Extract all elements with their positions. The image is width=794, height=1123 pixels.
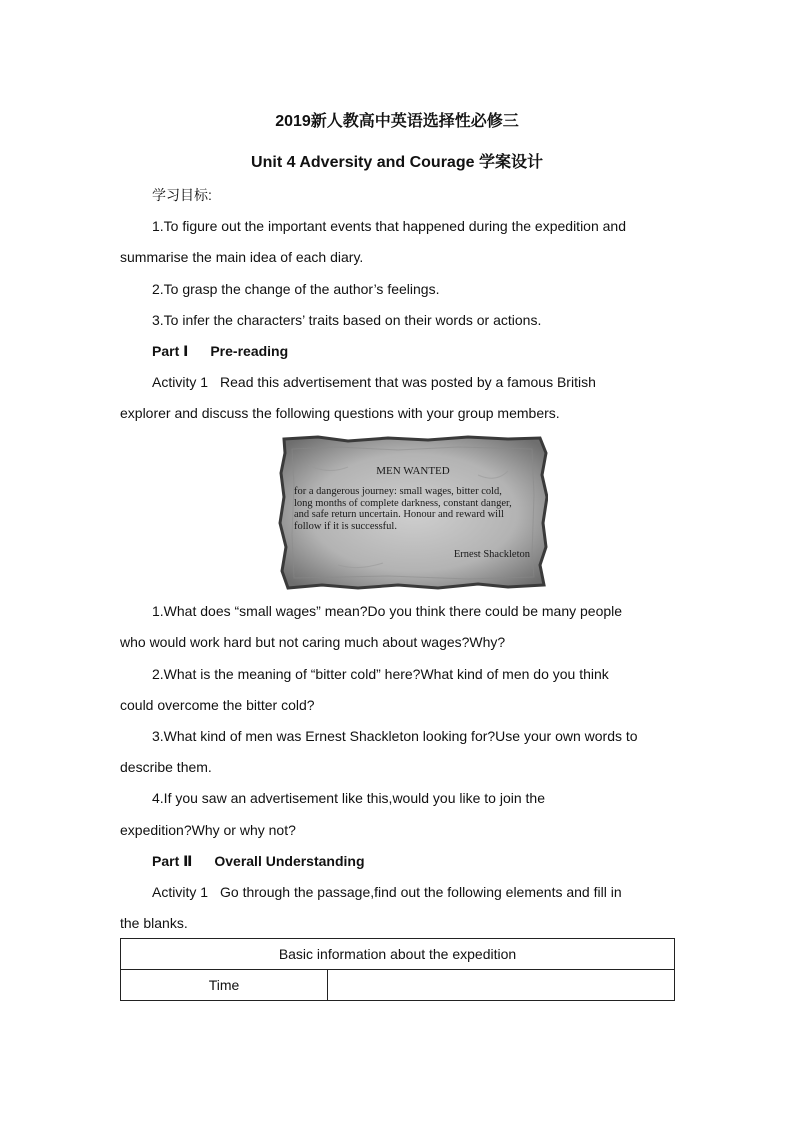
question-4-line2: expedition?Why or why not? [120,822,296,838]
ad-title: MEN WANTED [376,465,450,477]
document-title: 2019新人教高中英语选择性必修三 [275,113,519,130]
table-header-cell: Basic information about the expedition [121,939,675,970]
question-2-line1: 2.What is the meaning of “bitter cold” here?What kind of men do you think [152,666,609,682]
part1-label: Part Ⅰ [152,343,189,359]
question-1-line2: who would work hard but not caring much about wages?Why? [120,634,506,650]
part1-heading [152,342,288,360]
document-subtitle: Unit 4 Adversity and Courage 学案设计 [251,154,543,171]
table-row-label-time: Time [121,970,328,1001]
question-3-line2: describe them. [120,759,212,775]
objectives-heading: 学习目标: [152,187,212,203]
part2-activity-line2: the blanks. [120,915,188,931]
objective-1-line2: summarise the main idea of each diary. [120,249,364,265]
expedition-info-table [120,938,675,1001]
part2-activity-line1 [152,883,622,901]
ad-line-2: long months of complete darkness, constant danger, [294,497,512,509]
part1-name: Pre-reading [210,343,289,359]
objective-3: 3.To infer the characters’ traits based on their words or actions. [152,312,542,328]
part1-activity-text: Read this advertisement that was posted by a famous British [220,374,596,390]
part2-heading [152,852,365,870]
part2-label: Part Ⅱ [152,853,193,869]
question-2-line2: could overcome the bitter cold? [120,697,315,713]
objective-1-line1: 1.To figure out the important events that happened during the expedition and [152,218,627,234]
part2-activity-label: Activity 1 [152,884,209,900]
ad-body [294,486,539,532]
ad-line-3: and safe return uncertain. Honour and reward will [294,509,504,520]
part1-activity-line2: explorer and discuss the following questions with your group members. [120,405,560,421]
advertisement-image [278,435,548,590]
part1-activity-label: Activity 1 [152,374,209,390]
question-3-line1: 3.What kind of men was Ernest Shackleton looking for?Use your own words to [152,728,638,744]
table-row-value-time[interactable] [328,970,675,1001]
question-4-line1: 4.If you saw an advertisement like this,would you like to join the [152,790,545,806]
part1-activity-line1 [152,373,596,391]
objective-2: 2.To grasp the change of the author’s feelings. [152,281,440,297]
table-header-row [121,939,675,970]
part2-name: Overall Understanding [214,853,365,869]
ad-line-4: follow if it is successful. [294,520,397,532]
question-1-line1: 1.What does “small wages” mean?Do you think there could be many people [152,603,623,619]
table-row [121,970,675,1001]
ad-signature: Ernest Shackleton [453,549,530,560]
ad-line-1: for a dangerous journey: small wages, bitter cold, [294,486,502,497]
part2-activity-text: Go through the passage,find out the following elements and fill in [220,884,622,900]
